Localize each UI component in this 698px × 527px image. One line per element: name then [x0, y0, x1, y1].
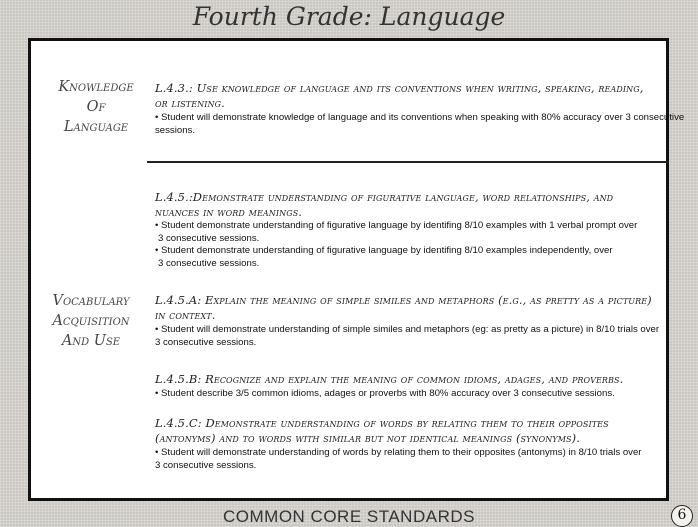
standard-heading [155, 190, 673, 220]
standard-bullet [155, 220, 673, 245]
section-divider [147, 161, 669, 163]
bullet-line: 3 consecutive sessions. [155, 459, 257, 471]
strand-label-vocabulary [43, 291, 139, 351]
standard-bullet [155, 324, 673, 349]
standard-heading [155, 416, 673, 446]
heading-line: L.4.5.B: Recognize and explain the meaning of common idioms, adages, and proverbs. [155, 372, 624, 386]
strand-label-line: Language [63, 119, 129, 135]
footer-title: COMMON CORE STANDARDS [223, 507, 475, 526]
heading-line: in context. [155, 308, 216, 322]
strand-label-line: Vocabulary [52, 293, 130, 309]
standard-bullet [155, 388, 673, 401]
bullet-line: • Student demonstrate understanding of figurative language by identifing 8/10 examples independently, over [155, 245, 613, 256]
strand-label-knowledge [51, 77, 141, 137]
standard-l-4-5-b [155, 372, 673, 401]
heading-line: nuances in word meanings. [155, 205, 303, 219]
heading-line: L.4.5.:Demonstrate understanding of figurative language, word relationships, and [155, 190, 614, 204]
strand-label-line: And Use [61, 333, 121, 349]
strand-label-line: Of [86, 99, 106, 115]
heading-line: L.4.3.: Use knowledge of language and its conventions when writing, speaking, reading, [155, 81, 644, 95]
standard-l-4-5 [155, 190, 673, 270]
heading-line: (antonyms) and to words with similar but not identical meanings (synonyms). [155, 431, 580, 445]
bullet-line: 3 consecutive sessions. [158, 257, 260, 269]
strand-label-line: Knowledge [58, 79, 134, 95]
standard-l-4-5-a [155, 293, 673, 349]
bullet-line: • Student will demonstrate understanding of words by relating them to their opposites (antonyms) in 8/10 trials over [155, 447, 642, 458]
bullet-line: 3 consecutive sessions. [155, 336, 257, 348]
heading-line: or listening. [155, 96, 225, 110]
standard-bullet [155, 245, 673, 270]
standard-l-4-3 [155, 81, 685, 137]
bullet-line: • Student will demonstrate understanding of simple similes and metaphors (eg: as pretty as a picture) in 8/10 trials over [155, 324, 660, 335]
standard-heading [155, 81, 673, 111]
page-number-badge: 6 [671, 505, 693, 527]
bullet-line: 3 consecutive sessions. [158, 232, 260, 244]
standard-heading [155, 372, 673, 387]
standard-bullet [155, 447, 673, 472]
heading-line: L.4.5.A: Explain the meaning of simple similes and metaphors (e.g., as pretty as a picture) [155, 293, 652, 307]
standard-bullet [155, 112, 685, 137]
bullet-line: • Student demonstrate understanding of figurative language by identifing 8/10 examples with 1 verbal prompt over [155, 220, 638, 231]
bullet-line: • Student will demonstrate knowledge of language and its conventions when speaking with 80% accuracy over 3 consecutive [155, 112, 685, 123]
standards-panel [28, 38, 685, 501]
bullet-line: sessions. [155, 124, 195, 136]
strand-label-line: Acquisition [52, 313, 130, 329]
standard-l-4-5-c [155, 416, 673, 472]
page-title: Fourth Grade: Language [192, 2, 506, 31]
heading-line: L.4.5.C: Demonstrate understanding of words by relating them to their opposites [155, 416, 609, 430]
standard-heading [155, 293, 673, 323]
bullet-line: • Student describe 3/5 common idioms, adages or proverbs with 80% accuracy over 3 consecutive sessions. [155, 388, 615, 399]
